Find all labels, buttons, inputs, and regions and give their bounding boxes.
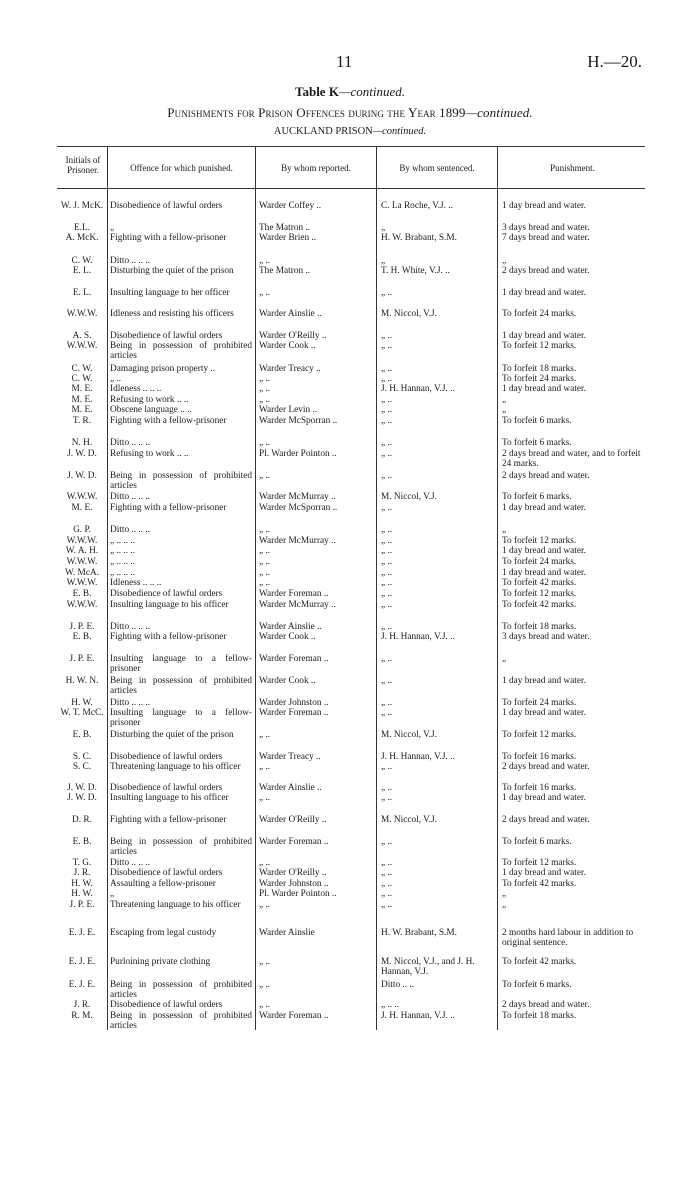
prisoner-initials-cell: W. J. McK. [60, 201, 104, 211]
offence-cell: Fighting with a fellow-prisoner [110, 233, 227, 243]
prisoner-initials-cell: C. W. [71, 374, 93, 384]
reported-by-cell: „ .. [259, 957, 271, 967]
prisoner-initials-cell: C. W. [71, 256, 93, 266]
reported-by-cell: Warder Coffey .. [259, 201, 322, 211]
punishment-cell: 2 days bread and water. [502, 471, 590, 481]
offence-cell: „ [110, 889, 115, 899]
punishment-cell: „ [502, 256, 507, 266]
sentenced-by-cell: „ .. [381, 858, 393, 868]
reported-by-cell: The Matron .. [259, 223, 311, 233]
reported-by-cell: „ .. [259, 762, 271, 772]
punishment-cell: 7 days bread and water. [502, 233, 590, 243]
punishment-cell: To forfeit 12 marks. [502, 341, 577, 351]
punishment-cell: 2 days bread and water. [502, 762, 590, 772]
sentenced-by-cell: J. H. Hannan, V.J. .. [381, 1011, 455, 1021]
offence-cell: „ [110, 223, 115, 233]
sentenced-by-cell: „ .. [381, 783, 393, 793]
prisoner-initials-cell: J. W. D. [67, 471, 97, 481]
punishment-cell: 3 days bread and water. [502, 632, 590, 642]
offence-cell: Purloining private clothing [110, 957, 211, 967]
sentenced-by-cell: „ .. [381, 364, 393, 374]
offence-cell: Insulting language to his officer [110, 600, 229, 610]
prisoner-initials-cell: J. W. D. [67, 449, 97, 459]
reported-by-cell: Warder Foreman .. [259, 837, 329, 847]
prisoner-initials-cell: E. L. [72, 288, 92, 298]
sentenced-by-cell: „ [381, 256, 386, 266]
sentenced-by-cell: „ .. [381, 793, 393, 803]
punishment-cell: To forfeit 12 marks. [502, 589, 577, 599]
punishment-cell: To forfeit 12 marks. [502, 730, 577, 740]
prisoner-initials-cell: J. P. E. [69, 654, 95, 664]
reported-by-cell: „ .. [259, 546, 271, 556]
sentenced-by-cell: „ .. [381, 416, 393, 426]
punishment-cell: 1 day bread and water. [502, 868, 586, 878]
sentenced-by-cell: C. La Roche, V.J. .. [381, 201, 453, 211]
prisoner-initials-cell: T. G. [72, 858, 92, 868]
prisoner-initials-cell: M. E. [71, 405, 93, 415]
prisoner-initials-cell: E. L. [72, 266, 92, 276]
punishment-cell: 1 day bread and water. [502, 793, 586, 803]
punishment-cell: 2 months hard labour in addition to original sentence. [502, 928, 634, 949]
offence-cell: Disturbing the quiet of the prison [110, 730, 234, 740]
sentenced-by-cell: „ .. [381, 600, 393, 610]
reported-by-cell: „ .. [259, 395, 271, 405]
punishment-cell: 3 days bread and water. [502, 223, 590, 233]
prisoner-initials-cell: H. W. [71, 879, 93, 889]
reported-by-cell: Warder Ainslie .. [259, 783, 322, 793]
offence-cell: Insulting language to her officer [110, 288, 230, 298]
offence-cell: Disobedience of lawful orders [110, 1000, 223, 1010]
sentenced-by-cell: „ .. [381, 536, 393, 546]
punishment-cell: To forfeit 42 marks. [502, 957, 577, 967]
reported-by-cell: Warder O'Reilly .. [259, 331, 327, 341]
prisoner-initials-cell: W.W.W. [66, 600, 98, 610]
sentenced-by-cell: „ .. [381, 331, 393, 341]
offence-cell: Fighting with a fellow-prisoner [110, 815, 227, 825]
sentenced-by-cell: „ .. [381, 438, 393, 448]
subtitle-suffix: —continued. [465, 105, 533, 120]
punishment-cell: To forfeit 18 marks. [502, 1011, 577, 1021]
offence-cell: Being in possession of prohibited articles [110, 471, 252, 492]
reported-by-cell: Pl. Warder Pointon .. [259, 449, 337, 459]
punishment-cell: 2 days bread and water. [502, 815, 590, 825]
offence-cell: Refusing to work .. .. [110, 449, 189, 459]
punishment-cell: To forfeit 6 marks. [502, 438, 572, 448]
sentenced-by-cell: „ .. [381, 395, 393, 405]
prisoner-initials-cell: W.W.W. [66, 536, 98, 546]
prisoner-initials-cell: W.W.W. [66, 492, 98, 502]
prisoner-initials-cell: H. W. N. [65, 676, 99, 686]
table-title-suffix: —continued. [338, 84, 406, 99]
prison-name: AUCKLAND PRISON [273, 126, 373, 137]
sentenced-by-cell: „ .. [381, 449, 393, 459]
punishment-cell: To forfeit 12 marks. [502, 536, 577, 546]
sentenced-by-cell: J. H. Hannan, V.J. .. [381, 632, 455, 642]
reported-by-cell: „ .. [259, 374, 271, 384]
prison-suffix: —continued. [372, 126, 427, 137]
reported-by-cell: Warder Cook .. [259, 341, 316, 351]
reported-by-cell: Warder Treacy .. [259, 752, 321, 762]
punishment-cell: „ [502, 405, 507, 415]
punishment-cell: To forfeit 24 marks. [502, 374, 577, 384]
reported-by-cell: „ .. [259, 525, 271, 535]
punishment-cell: To forfeit 16 marks. [502, 752, 577, 762]
prisoner-initials-cell: W. McA. [64, 568, 99, 578]
punishment-cell: To forfeit 6 marks. [502, 416, 572, 426]
offence-cell: Damaging prison property .. [110, 364, 216, 374]
offence-cell: Idleness .. .. .. [110, 578, 162, 588]
reported-by-cell: Warder Foreman .. [259, 708, 329, 718]
column-header-reported: By whom reported. [281, 163, 351, 173]
offence-cell: Fighting with a fellow-prisoner [110, 632, 227, 642]
offence-cell: „ .. .. .. [110, 536, 136, 546]
sentenced-by-cell: „ .. [381, 341, 393, 351]
prisoner-initials-cell: J. R. [73, 1000, 91, 1010]
punishment-cell: To forfeit 18 marks. [502, 622, 577, 632]
punishment-cell: „ [502, 900, 507, 910]
prisoner-initials-cell: H. W. [71, 698, 93, 708]
offence-cell: Fighting with a fellow-prisoner [110, 503, 227, 513]
offence-cell: Ditto .. .. .. [110, 698, 151, 708]
punishment-cell: 1 day bread and water. [502, 676, 586, 686]
offence-cell: Being in possession of prohibited articles [110, 837, 252, 858]
punishment-cell: 1 day bread and water. [502, 384, 586, 394]
reported-by-cell: Warder Foreman .. [259, 589, 329, 599]
sentenced-by-cell: H. W. Brabant, S.M. [381, 928, 457, 938]
sentenced-by-cell: „ .. [381, 698, 393, 708]
sentenced-by-cell: M. Niccol, V.J., and J. H. Hannan, V.J. [381, 957, 475, 978]
prisoner-initials-cell: S. C. [72, 752, 92, 762]
punishment-cell: „ [502, 395, 507, 405]
sentenced-by-cell: „ .. [381, 288, 393, 298]
punishment-cell: To forfeit 12 marks. [502, 858, 577, 868]
reported-by-cell: „ .. [259, 730, 271, 740]
sentenced-by-cell: M. Niccol, V.J. [381, 492, 437, 502]
punishment-cell: To forfeit 24 marks. [502, 698, 577, 708]
punishment-cell: 1 day bread and water. [502, 546, 586, 556]
offence-cell: Insulting language to his officer [110, 793, 229, 803]
sentenced-by-cell: „ .. [381, 525, 393, 535]
reported-by-cell: „ .. [259, 256, 271, 266]
prisoner-initials-cell: E. B. [72, 837, 92, 847]
offence-cell: „ .. .. .. [110, 568, 136, 578]
sentenced-by-cell: „ .. [381, 568, 393, 578]
column-header-punishment: Punishment. [550, 163, 595, 173]
sentenced-by-cell: „ .. [381, 578, 393, 588]
punishment-cell: To forfeit 24 marks. [502, 309, 577, 319]
offence-cell: Insulting language to a fellow-prisoner [110, 654, 252, 675]
punishment-cell: 1 day bread and water. [502, 568, 586, 578]
sentenced-by-cell: „ [381, 223, 386, 233]
offence-cell: Obscene language .. .. [110, 405, 192, 415]
sentenced-by-cell: T. H. White, V.J. .. [381, 266, 450, 276]
prisoner-initials-cell: W.W.W. [66, 341, 98, 351]
sentenced-by-cell: „ .. [381, 622, 393, 632]
offence-cell: Being in possession of prohibited articles [110, 341, 252, 362]
sentenced-by-cell: „ .. [381, 557, 393, 567]
reported-by-cell: Warder Foreman .. [259, 654, 329, 664]
sentenced-by-cell: „ .. [381, 900, 393, 910]
reported-by-cell: Warder O'Reilly .. [259, 815, 327, 825]
offence-cell: Threatening language to his officer [110, 900, 241, 910]
sentenced-by-cell: „ .. [381, 546, 393, 556]
reported-by-cell: Warder Levin .. [259, 405, 318, 415]
reported-by-cell: „ .. [259, 900, 271, 910]
sentenced-by-cell: „ .. [381, 868, 393, 878]
prisoner-initials-cell: E. J. E. [68, 980, 96, 990]
sentenced-by-cell: „ .. [381, 589, 393, 599]
prisoner-initials-cell: M. E. [71, 503, 93, 513]
reported-by-cell: „ .. [259, 557, 271, 567]
prisoner-initials-cell: A. McK. [65, 233, 99, 243]
punishment-cell: To forfeit 42 marks. [502, 600, 577, 610]
reported-by-cell: Warder Ainslie .. [259, 622, 322, 632]
reported-by-cell: „ .. [259, 288, 271, 298]
punishment-cell: To forfeit 42 marks. [502, 578, 577, 588]
prisoner-initials-cell: H. W. [71, 889, 93, 899]
reported-by-cell: Warder McMurray .. [259, 600, 336, 610]
prisoner-initials-cell: E.L. [73, 223, 90, 233]
sentenced-by-cell: J. H. Hannan, V.J. .. [381, 384, 455, 394]
punishment-cell: „ [502, 525, 507, 535]
prisoner-initials-cell: J. R. [73, 868, 91, 878]
prisoner-initials-cell: W.W.W. [66, 309, 98, 319]
reported-by-cell: Warder Ainslie .. [259, 309, 322, 319]
punishment-cell: 2 days bread and water. [502, 266, 590, 276]
punishment-cell: „ [502, 889, 507, 899]
reported-by-cell: Warder O'Reilly .. [259, 868, 327, 878]
prisoner-initials-cell: J. W. D. [67, 793, 97, 803]
offence-cell: Disobedience of lawful orders [110, 752, 223, 762]
offence-cell: Ditto .. .. .. [110, 525, 151, 535]
sentenced-by-cell: J. H. Hannan, V.J. .. [381, 752, 455, 762]
prisoner-initials-cell: E. B. [72, 632, 92, 642]
reported-by-cell: „ .. [259, 578, 271, 588]
reported-by-cell: Warder McSporran .. [259, 503, 338, 513]
reported-by-cell: „ .. [259, 980, 271, 990]
sentenced-by-cell: „ .. [381, 471, 393, 481]
sentenced-by-cell: M. Niccol, V.J. [381, 815, 437, 825]
offence-cell: Escaping from legal custody [110, 928, 217, 938]
offence-cell: Idleness .. .. .. [110, 384, 162, 394]
prisoner-initials-cell: J. P. E. [69, 622, 95, 632]
offence-cell: Disobedience of lawful orders [110, 331, 223, 341]
sentenced-by-cell: „ .. [381, 879, 393, 889]
reported-by-cell: Warder Johnston .. [259, 698, 329, 708]
prisoner-initials-cell: J. P. E. [69, 900, 95, 910]
punishment-cell: 1 day bread and water. [502, 503, 586, 513]
reported-by-cell: „ .. [259, 438, 271, 448]
sentenced-by-cell: „ .. [381, 708, 393, 718]
punishment-cell: To forfeit 24 marks. [502, 557, 577, 567]
prisoner-initials-cell: D. R. [72, 815, 92, 825]
reported-by-cell: Warder McMurray .. [259, 536, 336, 546]
prisoner-initials-cell: G. P. [73, 525, 91, 535]
prisoner-initials-cell: W.W.W. [66, 578, 98, 588]
offence-cell: Disobedience of lawful orders [110, 201, 223, 211]
offence-cell: Being in possession of prohibited articles [110, 980, 252, 1001]
offence-cell: Ditto .. .. .. [110, 492, 151, 502]
offence-cell: Disobedience of lawful orders [110, 589, 223, 599]
reported-by-cell: „ .. [259, 568, 271, 578]
punishment-cell: To forfeit 18 marks. [502, 364, 577, 374]
punishment-cell: 1 day bread and water. [502, 331, 586, 341]
offence-cell: Ditto .. .. .. [110, 622, 151, 632]
prisoner-initials-cell: S. C. [72, 762, 92, 772]
prisoner-initials-cell: E. B. [72, 589, 92, 599]
prisoner-initials-cell: W. T. McC. [60, 708, 104, 718]
prisoner-initials-cell: E. B. [72, 730, 92, 740]
punishment-cell: 1 day bread and water. [502, 708, 586, 718]
offence-cell: Disobedience of lawful orders [110, 868, 223, 878]
reported-by-cell: Warder McMurray .. [259, 492, 336, 502]
reported-by-cell: Warder Johnston .. [259, 879, 329, 889]
offence-cell: Insulting language to a fellow-prisoner [110, 708, 252, 729]
offence-cell: Disobedience of lawful orders [110, 783, 223, 793]
prisoner-initials-cell: E. J. E. [68, 928, 96, 938]
punishment-cell: To forfeit 6 marks. [502, 492, 572, 502]
table-title-prefix: Table K [294, 84, 339, 99]
offence-cell: Assaulting a fellow-prisoner [110, 879, 216, 889]
sentenced-by-cell: Ditto .. .. [381, 980, 415, 990]
sentenced-by-cell: M. Niccol, V.J. [381, 730, 437, 740]
prisoner-initials-cell: M. E. [71, 395, 93, 405]
punishment-cell: 1 day bread and water. [502, 201, 586, 211]
reported-by-cell: Warder Treacy .. [259, 364, 321, 374]
punishment-cell: 2 days bread and water, and to forfeit 24 marks. [502, 449, 641, 470]
reported-by-cell: Pl. Warder Pointon .. [259, 889, 337, 899]
offence-cell: Refusing to work .. .. [110, 395, 189, 405]
sentenced-by-cell: „ .. [381, 837, 393, 847]
punishment-cell: To forfeit 6 marks. [502, 980, 572, 990]
offence-cell: Ditto .. .. .. [110, 438, 151, 448]
prisoner-initials-cell: W.W.W. [66, 557, 98, 567]
sentenced-by-cell: „ .. [381, 676, 393, 686]
reported-by-cell: „ .. [259, 1000, 271, 1010]
offence-cell: Ditto .. .. .. [110, 256, 151, 266]
document-code: H.—20. [587, 52, 642, 71]
offence-cell: Idleness and resisting his officers [110, 309, 234, 319]
reported-by-cell: The Matron .. [259, 266, 311, 276]
reported-by-cell: Warder Cook .. [259, 676, 316, 686]
sentenced-by-cell: „ .. [381, 762, 393, 772]
reported-by-cell: Warder Ainslie [259, 928, 315, 938]
sentenced-by-cell: „ .. .. [381, 1000, 400, 1010]
prisoner-initials-cell: R. M. [71, 1011, 93, 1021]
reported-by-cell: Warder Brien .. [259, 233, 317, 243]
reported-by-cell: „ .. [259, 793, 271, 803]
offence-cell: „ .. [110, 374, 122, 384]
prisoner-initials-cell: T. R. [72, 416, 92, 426]
column-header-initials: Initials of Prisoner. [65, 155, 101, 175]
sentenced-by-cell: „ .. [381, 503, 393, 513]
punishment-cell: To forfeit 42 marks. [502, 879, 577, 889]
sentenced-by-cell: „ .. [381, 654, 393, 664]
prisoner-initials-cell: N. H. [71, 438, 93, 448]
prisoner-initials-cell: M. E. [71, 384, 93, 394]
punishment-cell: 2 days bread and water. [502, 1000, 590, 1010]
offence-cell: Threatening language to his officer [110, 762, 241, 772]
sentenced-by-cell: M. Niccol, V.J. [381, 309, 437, 319]
offence-cell: Being in possession of prohibited articles [110, 1011, 252, 1032]
page-number: 11 [336, 52, 353, 71]
prisoner-initials-cell: C. W. [71, 364, 93, 374]
punishment-cell: 1 day bread and water. [502, 288, 586, 298]
reported-by-cell: „ .. [259, 384, 271, 394]
offence-cell: Disturbing the quiet of the prison [110, 266, 234, 276]
sentenced-by-cell: „ .. [381, 374, 393, 384]
sentenced-by-cell: H. W. Brabant, S.M. [381, 233, 457, 243]
offence-cell: „ .. .. .. [110, 546, 136, 556]
prisoner-initials-cell: A. S. [72, 331, 92, 341]
punishment-cell: To forfeit 16 marks. [502, 783, 577, 793]
prisoner-initials-cell: J. W. D. [67, 783, 97, 793]
offence-cell: Fighting with a fellow-prisoner [110, 416, 227, 426]
sentenced-by-cell: „ .. [381, 889, 393, 899]
offence-cell: „ .. .. .. [110, 557, 136, 567]
column-header-sentenced: By whom sentenced. [399, 163, 475, 173]
reported-by-cell: „ .. [259, 471, 271, 481]
column-header-offence: Offence for which punished. [130, 163, 233, 173]
offence-cell: Ditto .. .. .. [110, 858, 151, 868]
reported-by-cell: „ .. [259, 858, 271, 868]
offence-cell: Being in possession of prohibited articles [110, 676, 252, 697]
punishment-cell: „ [502, 654, 507, 664]
subtitle-main: Punishments for Prison Offences during the Year 1899 [167, 105, 466, 120]
sentenced-by-cell: „ .. [381, 405, 393, 415]
reported-by-cell: Warder Cook .. [259, 632, 316, 642]
prisoner-initials-cell: E. J. E. [68, 957, 96, 967]
punishment-cell: To forfeit 6 marks. [502, 837, 572, 847]
reported-by-cell: Warder McSporran .. [259, 416, 338, 426]
prisoner-initials-cell: W. A. H. [65, 546, 99, 556]
reported-by-cell: Warder Foreman .. [259, 1011, 329, 1021]
